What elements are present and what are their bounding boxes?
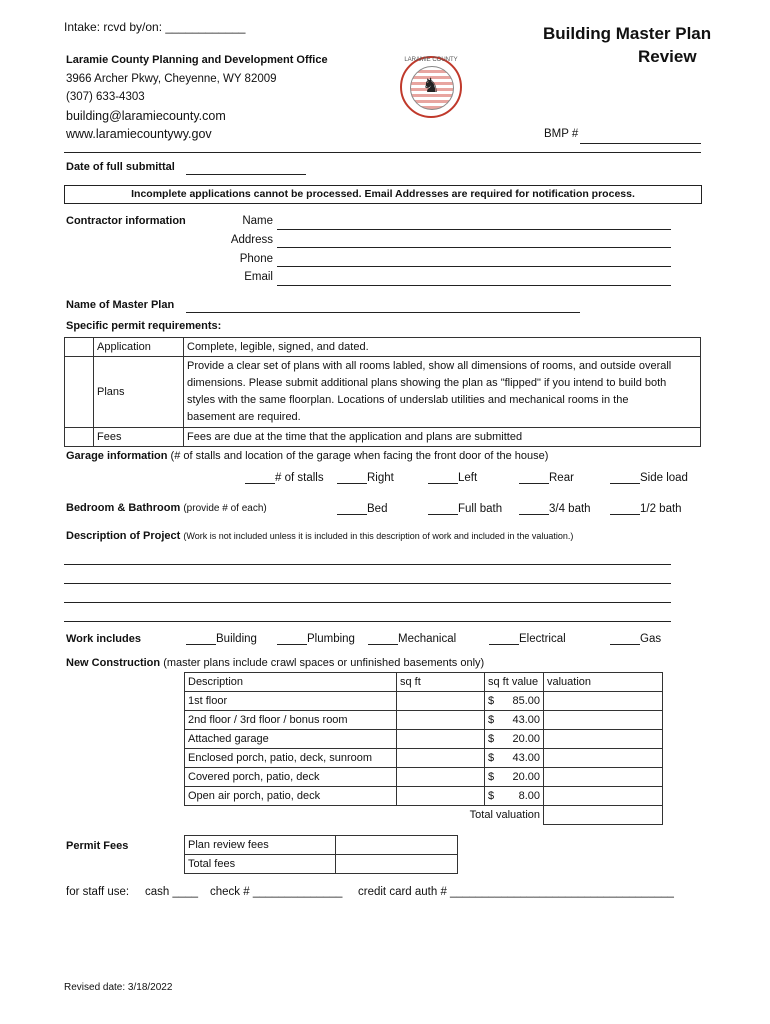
contractor-email-label: Email	[244, 271, 273, 283]
contractor-name-field[interactable]	[277, 229, 671, 230]
sqft-input[interactable]	[397, 787, 485, 806]
date-submittal-field[interactable]	[186, 174, 306, 175]
master-plan-label: Name of Master Plan	[66, 299, 175, 311]
valuation-table	[184, 672, 663, 825]
description-line	[66, 530, 573, 542]
col-header: sq ft	[397, 673, 485, 692]
garage-stalls[interactable]: # of stalls	[245, 472, 324, 484]
office-address: 3966 Archer Pkwy, Cheyenne, WY 82009	[66, 73, 277, 85]
bed-bath-line	[66, 502, 267, 514]
contractor-address-label: Address	[230, 234, 273, 246]
plans-checkbox[interactable]	[65, 357, 94, 428]
permit-fees-heading: Permit Fees	[66, 840, 129, 852]
valuation-input[interactable]	[544, 692, 663, 711]
bmp-number-field[interactable]	[580, 143, 701, 144]
sqft-value: $ 43.00	[485, 711, 544, 730]
row-desc: 1st floor	[185, 692, 397, 711]
req-item: Plans	[94, 357, 184, 428]
contractor-name-label: Name	[242, 215, 273, 227]
valuation-input[interactable]	[544, 768, 663, 787]
half-bath-count[interactable]: 1/2 bath	[610, 503, 682, 515]
row-desc: Attached garage	[185, 730, 397, 749]
description-field-3[interactable]	[64, 602, 671, 603]
sqft-value: $ 8.00	[485, 787, 544, 806]
row-desc: 2nd floor / 3rd floor / bonus room	[185, 711, 397, 730]
new-construction-note: (master plans include crawl spaces or unfinished basements only)	[163, 657, 485, 669]
description-heading: Description of Project	[66, 530, 181, 542]
form-title-line1: Building Master Plan	[543, 24, 712, 43]
description-field-1[interactable]	[64, 564, 671, 565]
work-building[interactable]: Building	[186, 633, 257, 645]
col-header: valuation	[544, 673, 663, 692]
office-email: building@laramiecounty.com	[66, 109, 226, 123]
sqft-input[interactable]	[397, 730, 485, 749]
sqft-value: $ 20.00	[485, 730, 544, 749]
bed-count[interactable]: Bed	[337, 503, 387, 515]
contractor-heading: Contractor information	[66, 215, 186, 227]
contractor-email-field[interactable]	[277, 285, 671, 286]
total-fee-input[interactable]	[336, 855, 458, 874]
sqft-input[interactable]	[397, 749, 485, 768]
req-item: Application	[94, 338, 184, 357]
bed-bath-note: (provide # of each)	[183, 503, 267, 514]
req-desc: Complete, legible, signed, and dated.	[184, 338, 701, 357]
three-quarter-bath-count[interactable]: 3/4 bath	[519, 503, 591, 515]
staff-use-label: for staff use:	[66, 886, 130, 898]
office-name: Laramie County Planning and Development Office	[66, 54, 328, 66]
permit-requirements-heading: Specific permit requirements:	[66, 320, 222, 332]
valuation-input[interactable]	[544, 787, 663, 806]
new-construction-heading: New Construction	[66, 657, 161, 669]
valuation-input[interactable]	[544, 730, 663, 749]
sqft-value: $ 43.00	[485, 749, 544, 768]
row-desc: Covered porch, patio, deck	[185, 768, 397, 787]
staff-credit-field[interactable]: credit card auth # ___________________________________	[358, 886, 674, 898]
fee-label: Plan review fees	[185, 836, 336, 855]
work-includes-heading: Work includes	[66, 633, 141, 645]
fees-checkbox[interactable]	[65, 428, 94, 447]
application-checkbox[interactable]	[65, 338, 94, 357]
staff-check-field[interactable]: check # ______________	[210, 886, 343, 898]
col-header: Description	[185, 673, 397, 692]
garage-rear[interactable]: Rear	[519, 472, 574, 484]
garage-left[interactable]: Left	[428, 472, 477, 484]
description-field-2[interactable]	[64, 583, 671, 584]
sqft-input[interactable]	[397, 692, 485, 711]
garage-heading: Garage information	[66, 450, 168, 462]
full-bath-count[interactable]: Full bath	[428, 503, 502, 515]
total-valuation-input[interactable]	[544, 806, 663, 825]
work-electrical[interactable]: Electrical	[489, 633, 566, 645]
fee-label: Total fees	[185, 855, 336, 874]
valuation-input[interactable]	[544, 749, 663, 768]
sqft-value: $ 85.00	[485, 692, 544, 711]
form-title-line2: Review	[638, 47, 697, 66]
req-desc: Provide a clear set of plans with all rooms labled, show all dimensions of rooms, and outside overall dimensions. Please submit additional plans showing the plan as "flipped" if you intend to build both styles with the same floorplan. Locations of underslab utilities and mechanical rooms in the basement are required.	[184, 357, 701, 428]
sqft-input[interactable]	[397, 711, 485, 730]
staff-cash-field[interactable]: cash ____	[145, 886, 199, 898]
header-divider	[64, 152, 701, 153]
county-seal-icon: LARAMIE COUNTY ♞	[400, 56, 462, 118]
work-gas[interactable]: Gas	[610, 633, 661, 645]
plan-review-fee-input[interactable]	[336, 836, 458, 855]
revised-date: Revised date: 3/18/2022	[64, 982, 173, 993]
work-mechanical[interactable]: Mechanical	[368, 633, 456, 645]
work-plumbing[interactable]: Plumbing	[277, 633, 355, 645]
contractor-address-field[interactable]	[277, 247, 671, 248]
row-desc: Open air porch, patio, deck	[185, 787, 397, 806]
new-construction-line	[66, 657, 484, 669]
permit-fees-table	[184, 835, 458, 874]
description-field-4[interactable]	[64, 621, 671, 622]
office-website: www.laramiecountywy.gov	[66, 127, 212, 141]
req-item: Fees	[94, 428, 184, 447]
intake-label: Intake: rcvd by/on: ____________	[64, 20, 246, 34]
description-note: (Work is not included unless it is included in this description of work and included in the valuation.)	[183, 531, 574, 541]
total-valuation-label: Total valuation	[397, 806, 544, 825]
garage-right[interactable]: Right	[337, 472, 394, 484]
office-phone: (307) 633-4303	[66, 91, 145, 103]
req-desc: Fees are due at the time that the application and plans are submitted	[184, 428, 701, 447]
bucking-horse-icon: ♞	[422, 75, 440, 97]
sqft-value: $ 20.00	[485, 768, 544, 787]
contractor-phone-label: Phone	[239, 253, 273, 265]
garage-note: (# of stalls and location of the garage when facing the front door of the house)	[170, 450, 549, 462]
bmp-label: BMP #	[544, 128, 579, 140]
sqft-input[interactable]	[397, 768, 485, 787]
notice-box: Incomplete applications cannot be processed. Email Addresses are required for notification process.	[64, 185, 702, 204]
master-plan-field[interactable]	[186, 312, 580, 313]
bed-bath-heading: Bedroom & Bathroom	[66, 502, 181, 514]
garage-side-load[interactable]: Side load	[610, 472, 688, 484]
permit-requirements-table	[64, 337, 701, 447]
contractor-phone-field[interactable]	[277, 266, 671, 267]
row-desc: Enclosed porch, patio, deck, sunroom	[185, 749, 397, 768]
col-header: sq ft value	[485, 673, 544, 692]
date-submittal-label: Date of full submittal	[66, 161, 175, 173]
valuation-input[interactable]	[544, 711, 663, 730]
garage-line	[66, 450, 548, 462]
